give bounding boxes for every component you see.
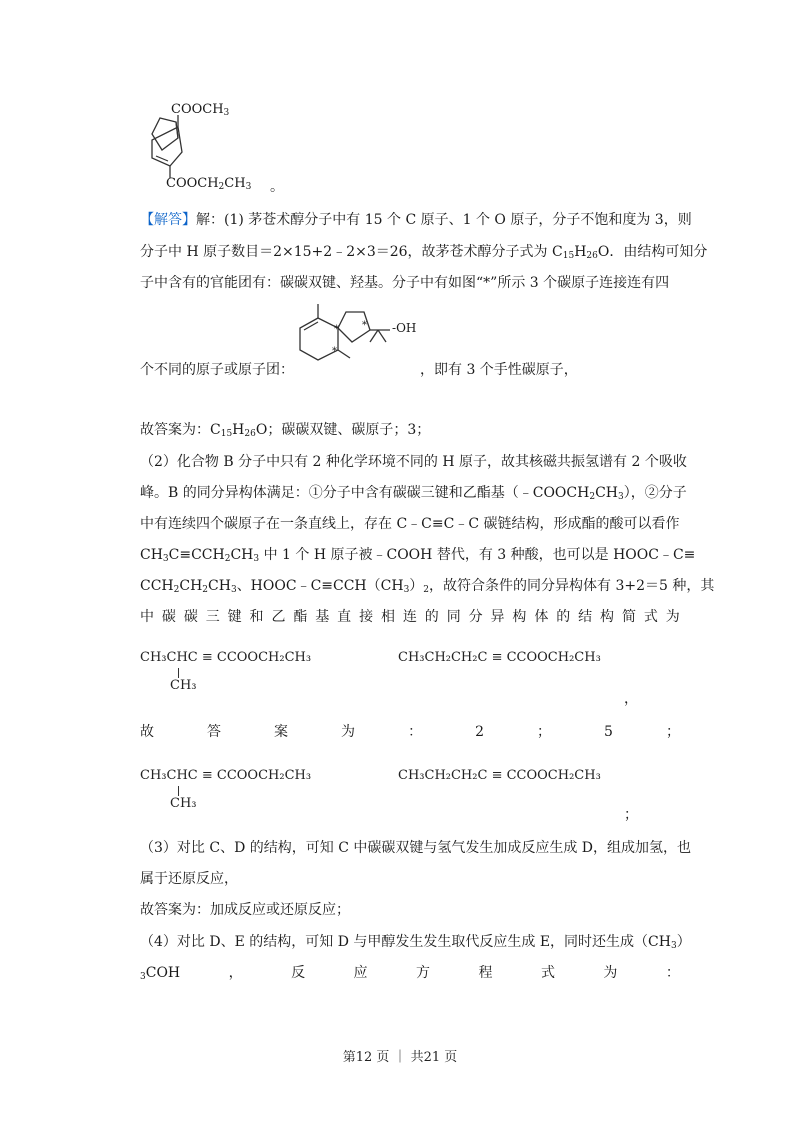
- answer-line-17: [140, 963, 680, 983]
- hydroxyl-label: -OH: [392, 321, 417, 335]
- spread-char-12: 连: [402, 609, 417, 625]
- equation-intro-item-4: 方: [416, 965, 431, 981]
- spread-char-1: 碳: [161, 609, 176, 625]
- structure-period: 。: [270, 179, 284, 195]
- equation-intro-item-1: ，: [228, 965, 243, 981]
- spread-char-7: 酯: [293, 609, 308, 625]
- answer-item-4: ：: [408, 724, 423, 740]
- spread-char-3: 三: [205, 609, 220, 625]
- answer-line-9: $CH_3C\equiv CCH_2CH_3$ 中 1 个 H 原子被﹣COOH 替代，有 3 种酸，也可以是 HOOC﹣C≡: [140, 547, 696, 564]
- page-footer: 第12 页 ｜ 共21 页: [342, 1050, 458, 1065]
- branch-bond: [178, 668, 179, 678]
- spread-char-10: 接: [359, 609, 374, 625]
- answer-line-3: 子中含有的官能团有：碳碳双键、羟基。分子中有如图“*”所示 3 个碳原子连接连有四: [140, 275, 670, 291]
- spread-char-14: 同: [446, 609, 461, 625]
- spread-char-5: 和: [249, 609, 264, 625]
- spread-char-2: 碳: [183, 609, 198, 625]
- answer-line-4: 个不同的原子或原子团： ，即有 3 个手性碳原子，: [140, 362, 578, 378]
- answer-item-0: 故: [140, 724, 154, 740]
- spread-char-8: 基: [315, 609, 330, 625]
- spread-char-9: 直: [337, 609, 352, 625]
- answer-line-10: $CCH_2CH_2CH_3$、$HOOC﹣C\equiv CCH(CH_3)_2$，故符合条件的同分异构体有 3+2＝5 种，其: [140, 578, 715, 595]
- answer-line-15: 故答案为：加成反应或还原反应；: [140, 902, 350, 918]
- equation-intro-item-8: ：: [665, 965, 680, 981]
- answer-line-12: [140, 722, 680, 742]
- spread-char-11: 相: [380, 609, 395, 625]
- answer-line-1: 【解答】解：(1) 茅苍术醇分子中有 15 个 C 原子、1 个 O 原子，分子不饱和度为 3，则: [140, 212, 692, 228]
- formula-punct-1: ，: [624, 691, 638, 707]
- equation-intro-item-0: $_3$COH: [140, 965, 181, 982]
- isomer-formula-linear-2: CH₃CH₂CH₂C ≡ CCOOCH₂CH₃: [398, 768, 601, 783]
- branch-bond: [178, 786, 179, 796]
- equation-intro-item-5: 程: [478, 965, 493, 981]
- equation-intro-item-6: 式: [540, 965, 555, 981]
- isomer-formula-branched-2: CH₃CHC ≡ CCOOCH₂CH₃ CH₃: [140, 768, 312, 811]
- answer-line-14: 属于还原反应，: [140, 871, 238, 887]
- answer-item-1: 答: [207, 724, 222, 740]
- spread-char-17: 构: [512, 609, 527, 625]
- spread-char-4: 键: [227, 609, 242, 625]
- answer-item-5: 2: [475, 724, 484, 740]
- answer-line-2: 分子中 H 原子数目＝2×15+2﹣2×3＝26，故茅苍术醇分子式为 $C_{15}H_{26}O$．由结构可知分: [140, 244, 708, 261]
- spread-char-0: 中: [140, 609, 154, 625]
- chiral-star-2: *: [362, 320, 367, 331]
- top-ester-group: $COOCH_3$: [171, 102, 230, 118]
- spread-char-18: 体: [534, 609, 549, 625]
- spread-char-15: 分: [468, 609, 483, 625]
- branch-methyl: CH₃: [170, 678, 197, 693]
- equation-intro-item-7: 为: [603, 965, 618, 981]
- isomer-formula-linear-1: CH₃CH₂CH₂C ≡ CCOOCH₂CH₃: [398, 650, 601, 665]
- spread-char-16: 异: [490, 609, 505, 625]
- spread-char-24: 为: [665, 609, 680, 625]
- spread-char-19: 的: [556, 609, 571, 625]
- answer-line-16: （4）对比 D、E 的结构，可知 D 与甲醇发生发生取代反应生成 E，同时还生成$(CH_3)$: [140, 934, 691, 951]
- answer-item-8: ；: [665, 724, 680, 740]
- answer-line-13: （3）对比 C、D 的结构，可知 C 中碳碳双键与氢气发生加成反应生成 D，组成加氢，也: [140, 840, 692, 856]
- formula-punct-2: ；: [624, 807, 638, 823]
- spread-char-13: 的: [424, 609, 439, 625]
- branch-methyl: CH₃: [170, 796, 197, 811]
- answer-line-11: [140, 607, 680, 627]
- chiral-star-3: *: [332, 346, 337, 357]
- answer-item-6: ；: [537, 724, 552, 740]
- spread-char-6: 乙: [271, 609, 286, 625]
- spread-char-22: 简: [621, 609, 636, 625]
- answer-line-8: 中有连续四个碳原子在一条直线上，存在 C﹣C≡C﹣C 碳链结构，形成酯的酸可以看作: [140, 516, 680, 532]
- bottom-ester-group: $COOCH_2CH_3$: [166, 176, 252, 192]
- answer-item-3: 为: [341, 724, 356, 740]
- spread-char-20: 结: [578, 609, 593, 625]
- chiral-star-1: *: [334, 324, 339, 335]
- equation-intro-item-2: 反: [291, 965, 306, 981]
- answer-item-2: 案: [274, 724, 289, 740]
- answer-item-7: 5: [604, 724, 613, 740]
- answer-tag: 【解答】: [140, 212, 196, 228]
- answer-line-5: 故答案为：$C_{15}H_{26}O$；碳碳双键、碳原子；3；: [140, 422, 431, 439]
- spread-char-21: 构: [600, 609, 615, 625]
- isomer-formula-branched-1: CH₃CHC ≡ CCOOCH₂CH₃ CH₃: [140, 650, 312, 693]
- answer-line-6: （2）化合物 B 分子中只有 2 种化学环境不同的 H 原子，故其核磁共振氢谱有 2 个吸收: [140, 454, 687, 470]
- spread-char-23: 式: [643, 609, 658, 625]
- answer-line-7: 峰。B 的同分异构体满足：①分子中含有碳碳三键和乙酯基$(﹣COOCH_2CH_3)$，②分子: [140, 485, 687, 502]
- equation-intro-item-3: 应: [353, 965, 368, 981]
